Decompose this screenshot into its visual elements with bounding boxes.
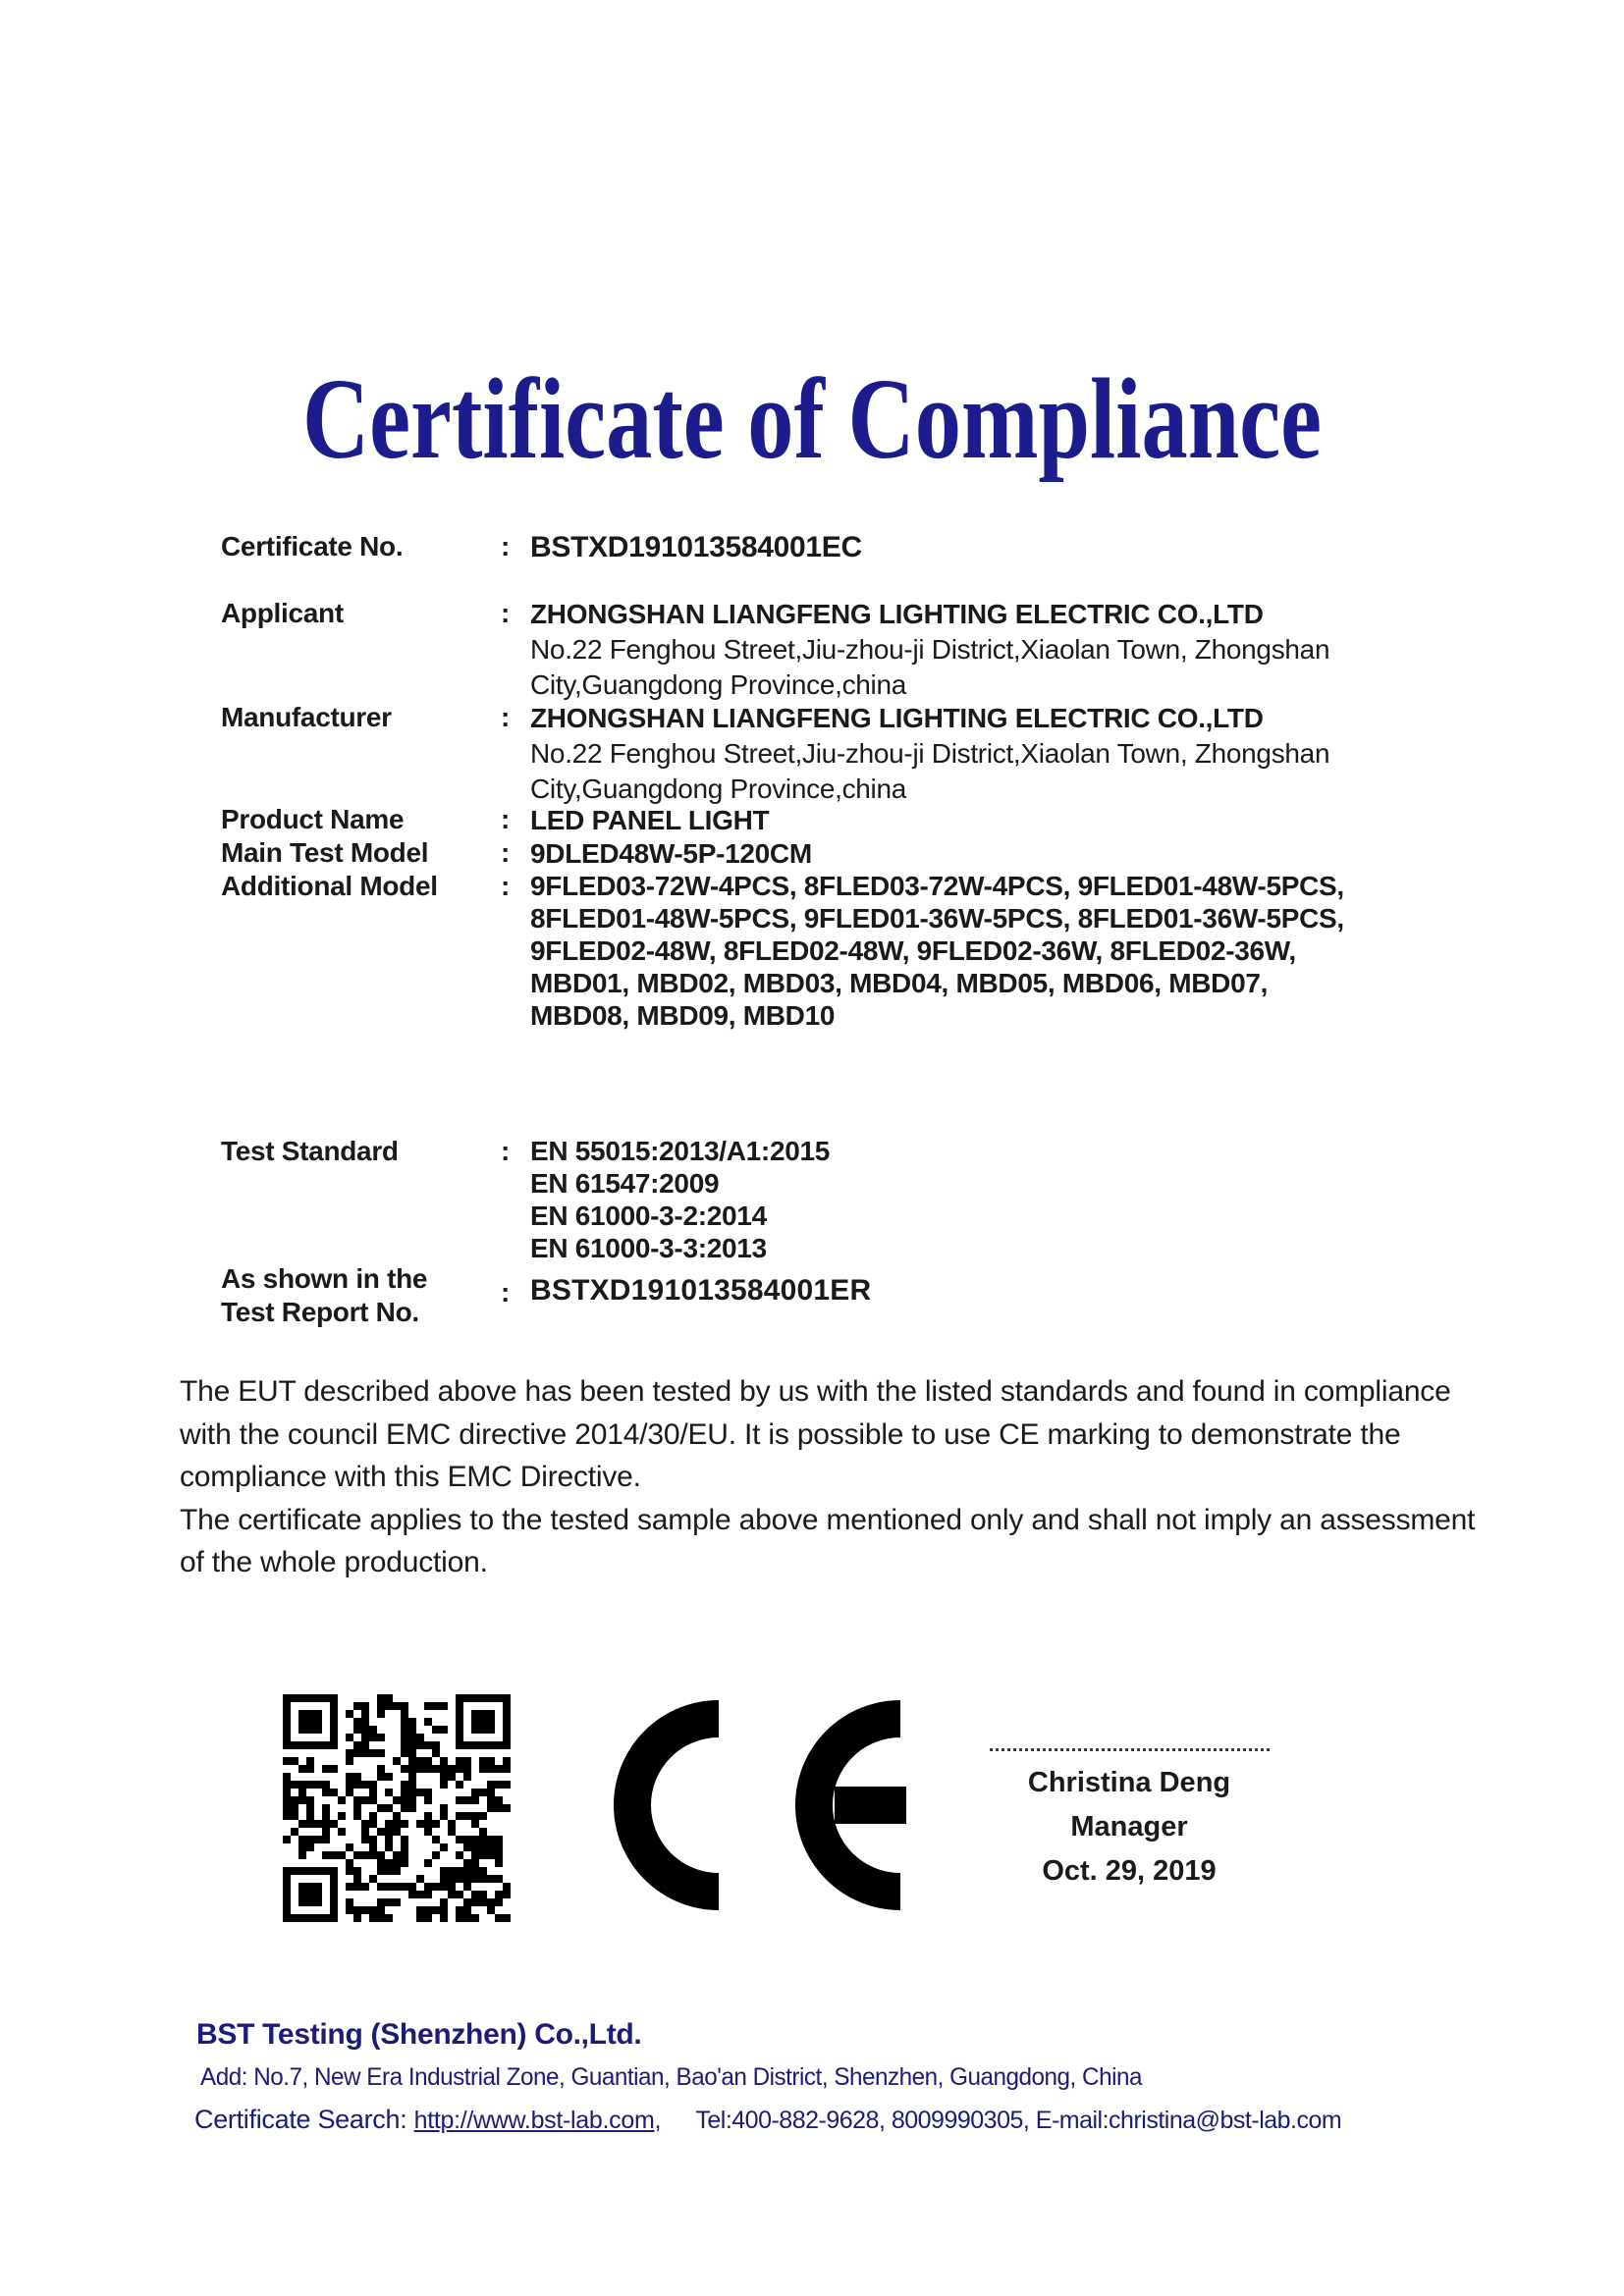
field-applicant (221, 597, 1542, 703)
test-standard-list (530, 1135, 1542, 1264)
manufacturer-address-line2: City,Guangdong Province,china (530, 774, 907, 804)
field-label: Applicant (221, 598, 344, 628)
additional-model-list (530, 870, 1542, 1032)
compliance-statement (180, 1370, 1478, 1584)
field-certificate-no (221, 530, 1542, 565)
applicant-address-line2: City,Guangdong Province,china (530, 669, 907, 700)
additional-model-line: 9FLED02-48W, 8FLED02-48W, 9FLED02-36W, 8FLED02-36W, (530, 935, 1296, 966)
field-label: Manufacturer (221, 702, 392, 732)
field-label-line2: Test Report No. (221, 1297, 419, 1327)
additional-model-line: MBD01, MBD02, MBD03, MBD04, MBD05, MBD06, MBD07, (530, 968, 1269, 998)
applicant-address-line1: No.22 Fenghou Street,Jiu-zhou-ji District,Xiaolan Town, Zhongshan (530, 634, 1330, 665)
signature-date: Oct. 29, 2019 (1042, 1855, 1217, 1887)
field-label: Product Name (221, 804, 405, 834)
additional-model-line: MBD08, MBD09, MBD10 (530, 1000, 836, 1031)
test-report-number: BSTXD191013584001ER (530, 1274, 872, 1307)
manufacturer-name: ZHONGSHAN LIANGFENG LIGHTING ELECTRIC CO.,LTD (530, 703, 1264, 733)
field-label: Main Test Model (221, 837, 429, 868)
manufacturer-address-line1: No.22 Fenghou Street,Jiu-zhou-ji District,Xiaolan Town, Zhongshan (530, 738, 1330, 769)
page-title: Certificate of Compliance (301, 354, 1323, 483)
field-product-name (221, 803, 1542, 838)
field-additional-model (221, 870, 1542, 1032)
statement-paragraph-1: The EUT described above has been tested by us with the listed standards and found in compliance with the council EMC directive 2014/30/EU. It is possible to use CE marking to demonstrate the compliance with this EMC Directive. (180, 1375, 1451, 1493)
footer-contact-line (194, 2105, 1341, 2135)
field-label: Certificate No. (221, 531, 404, 561)
field-colon: : (501, 1277, 511, 1308)
additional-model-line: 9FLED03-72W-4PCS, 8FLED03-72W-4PCS, 9FLED01-48W-5PCS, (530, 871, 1344, 901)
main-test-model: 9DLED48W-5P-120CM (530, 838, 812, 869)
test-standard-line: EN 61000-3-2:2014 (530, 1201, 767, 1231)
field-colon: : (501, 804, 511, 834)
signature-dotted-line (990, 1745, 1270, 1751)
field-colon: : (501, 871, 511, 901)
test-standard-line: EN 61547:2009 (530, 1168, 720, 1199)
field-colon: : (501, 598, 511, 628)
field-test-standard (221, 1135, 1542, 1264)
signatory-name: Christina Deng (1027, 1767, 1231, 1798)
field-label: Test Standard (221, 1136, 399, 1166)
ce-mark-icon (609, 1700, 908, 1910)
product-name: LED PANEL LIGHT (530, 805, 770, 835)
certificate-search-label: Certificate Search: (194, 2105, 407, 2134)
test-standard-line: EN 55015:2013/A1:2015 (530, 1136, 831, 1166)
certificate-number: BSTXD191013584001EC (530, 531, 862, 563)
qr-code (283, 1694, 511, 1922)
field-label: Additional Model (221, 871, 438, 901)
certificate-search-link[interactable]: http://www.bst-lab.com (413, 2107, 655, 2134)
statement-paragraph-2: The certificate applies to the tested sample above mentioned only and shall not imply an assessment of the whole production. (180, 1503, 1476, 1578)
separator: , (654, 2107, 662, 2134)
field-colon: : (501, 702, 511, 732)
issuer-address: Add: No.7, New Era Industrial Zone, Guantian, Bao'an District, Shenzhen, Guangdong, China (200, 2063, 1142, 2091)
issuer-company-name: BST Testing (Shenzhen) Co.,Ltd. (196, 2018, 642, 2051)
field-colon: : (501, 837, 511, 868)
field-colon: : (501, 1136, 511, 1166)
issuer-contact-info: Tel:400-882-9628, 8009990305, E-mail:christina@bst-lab.com (695, 2107, 1342, 2134)
signature-block (982, 1745, 1276, 1894)
additional-model-line: 8FLED01-48W-5PCS, 9FLED01-36W-5PCS, 8FLED01-36W-5PCS, (530, 903, 1344, 934)
field-manufacturer (221, 701, 1542, 807)
test-standard-line: EN 61000-3-3:2013 (530, 1233, 767, 1263)
field-test-report (221, 1262, 1542, 1329)
field-label-line1: As shown in the (221, 1263, 428, 1294)
signatory-role: Manager (1070, 1811, 1188, 1842)
field-colon: : (501, 531, 511, 561)
field-main-test-model (221, 836, 1542, 872)
applicant-name: ZHONGSHAN LIANGFENG LIGHTING ELECTRIC CO.,LTD (530, 599, 1264, 629)
